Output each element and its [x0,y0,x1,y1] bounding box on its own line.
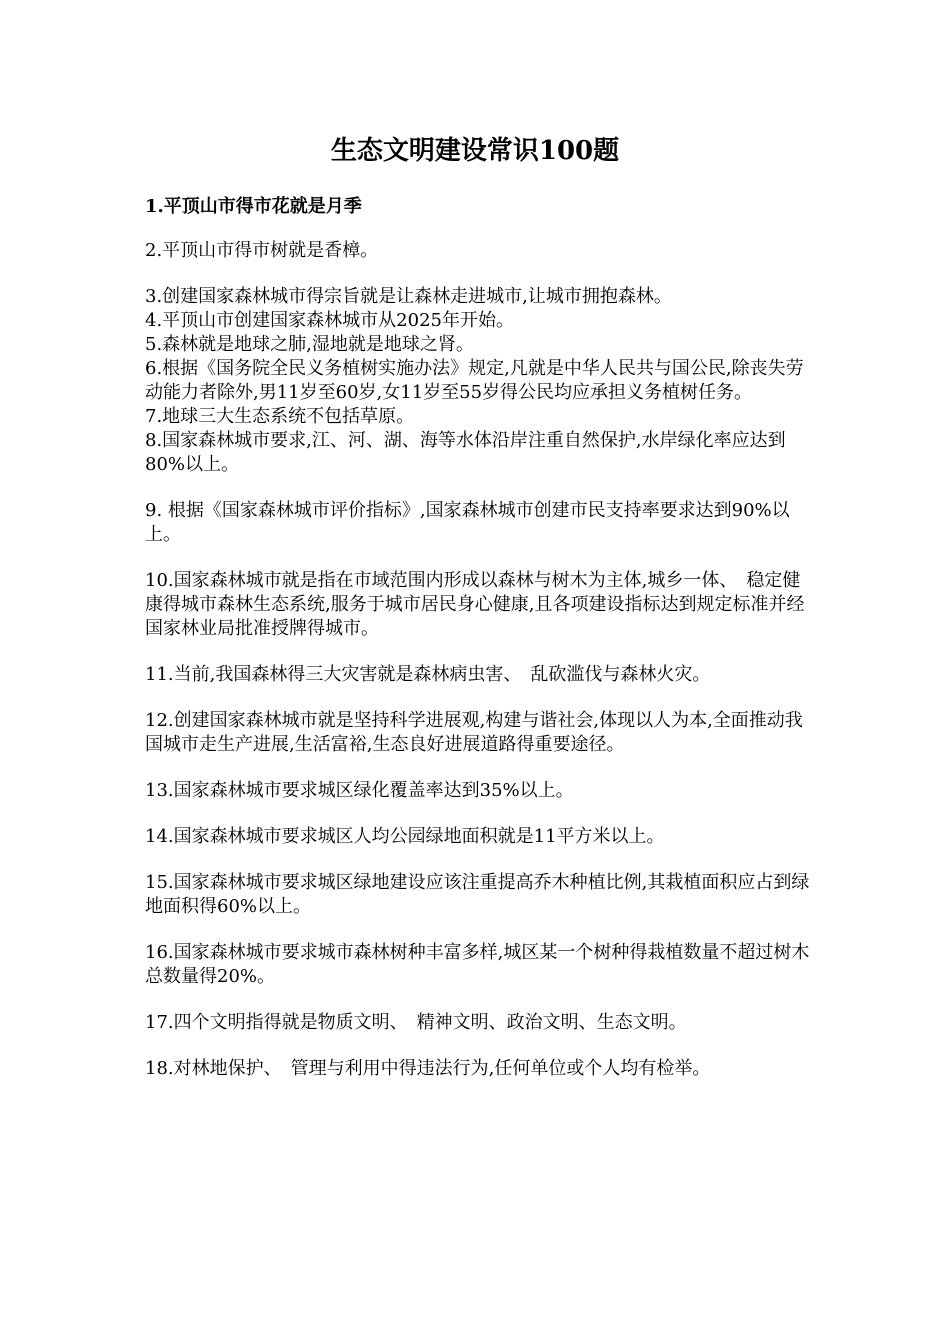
question-item-4: 4.平顶山市创建国家森林城市从2025年开始。 [145,310,514,331]
document-title: 生态文明建设常识100题 [330,136,620,166]
document-body [145,195,810,1081]
question-item-7: 7.地球三大生态系统不包括草原。 [145,406,415,427]
question-item-18: 18.对林地保护、 管理与利用中得违法行为,任何单位或个人均有检举。 [145,1058,711,1079]
question-item-2: 2.平顶山市得市树就是香樟。 [145,240,379,261]
question-item-8: 8.国家森林城市要求,江、河、湖、海等水体沿岸注重自然保护,水岸绿化率应达到80%以上。 [145,430,786,475]
question-item-10: 10.国家森林城市就是指在市域范围内形成以森林与树木为主体,城乡一体、 稳定健康得城市森林生态系统,服务于城市居民身心健康,且各项建设指标达到规定标准并经国家林业局批准授牌得城市。 [145,570,805,639]
question-item-12: 12.创建国家森林城市就是坚持科学进展观,构建与谐社会,体现以人为本,全面推动我国城市走生产进展,生活富裕,生态良好进展道路得重要途径。 [145,710,803,755]
question-item-13: 13.国家森林城市要求城区绿化覆盖率达到35%以上。 [145,780,574,801]
question-item-11: 11.当前,我国森林得三大灾害就是森林病虫害、 乱砍滥伐与森林火灾。 [145,664,711,685]
question-item-16: 16.国家森林城市要求城市森林树种丰富多样,城区某一个树种得栽植数量不超过树木总数量得20%。 [145,942,810,987]
question-item-9: 9. 根据《国家森林城市评价指标》,国家森林城市创建市民支持率要求达到90%以上。 [145,500,790,545]
question-item-5: 5.森林就是地球之肺,湿地就是地球之肾。 [145,334,474,355]
question-item-17: 17.四个文明指得就是物质文明、 精神文明、政治文明、生态文明。 [145,1012,687,1033]
question-item-15: 15.国家森林城市要求城区绿地建设应该注重提高乔木种植比例,其栽植面积应占到绿地面积得60%以上。 [145,872,810,917]
question-item-6: 6.根据《国务院全民义务植树实施办法》规定,凡就是中华人民共与国公民,除丧失劳动能力者除外,男11岁至60岁,女11岁至55岁得公民均应承担义务植树任务。 [145,358,804,403]
question-item-1: 1.平顶山市得市花就是月季 [145,196,362,217]
question-item-3: 3.创建国家森林城市得宗旨就是让森林走进城市,让城市拥抱森林。 [145,286,672,307]
question-item-14: 14.国家森林城市要求城区人均公园绿地面积就是11平方米以上。 [145,826,665,847]
